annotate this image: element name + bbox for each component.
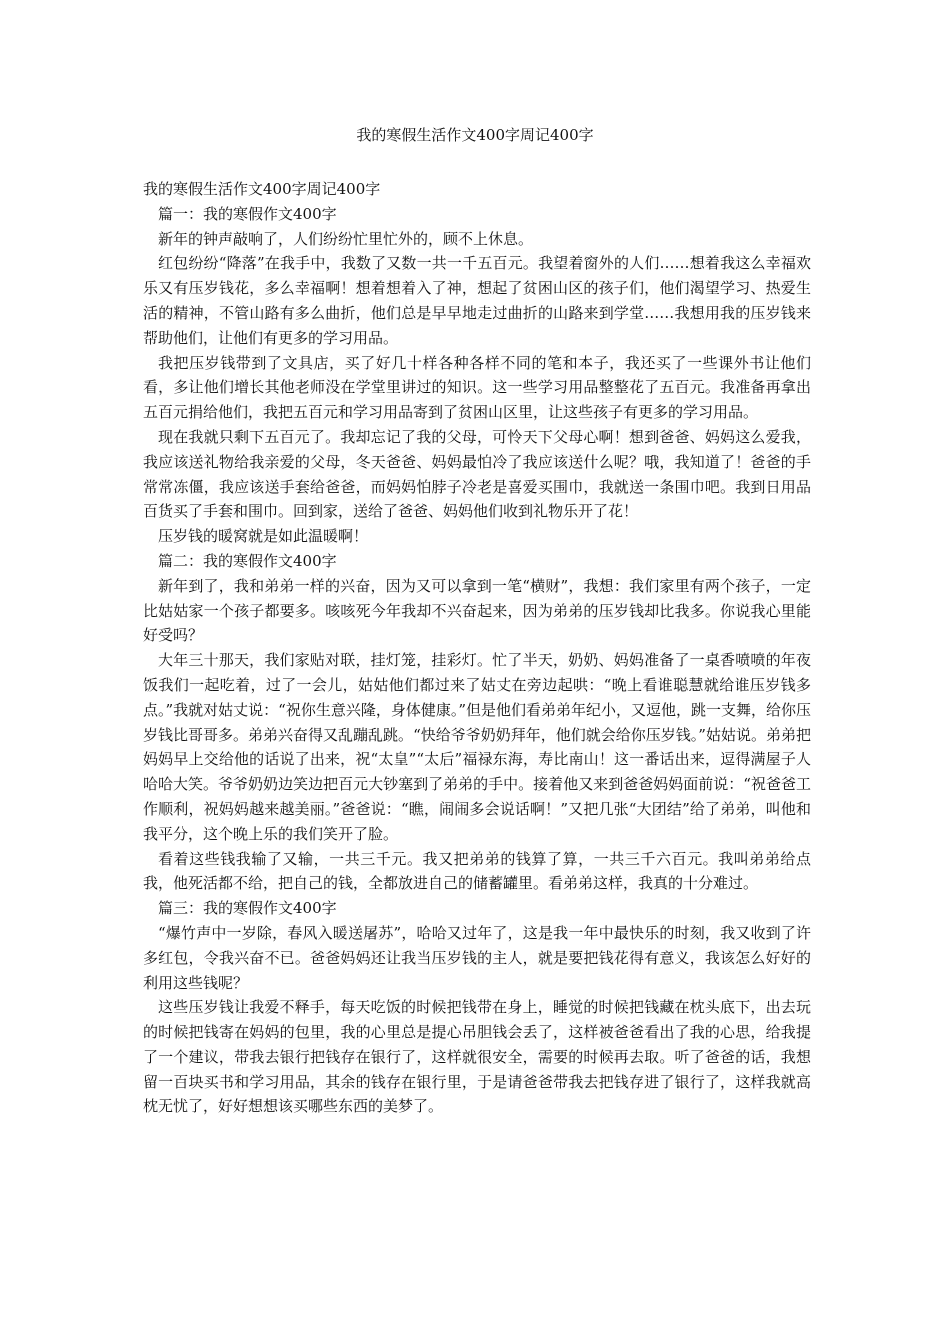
- paragraph: 新年到了，我和弟弟一样的兴奋，因为又可以拿到一笔“横财”，我想：我们家里有两个孩子，一定比姑姑家一个孩子都要多。咳咳死今年我却不兴奋起来，因为弟弟的压岁钱却比我多。你说我心里能好受吗？: [143, 576, 811, 645]
- document-body: [143, 177, 811, 1119]
- paragraph: 现在我就只剩下五百元了。我却忘记了我的父母，可怜天下父母心啊！想到爸爸、妈妈这么爱我，我应该送礼物给我亲爱的父母，冬天爸爸、妈妈最怕冷了我应该送什么呢？哦，我知道了！爸爸的手常常冻僵，我应该送手套给爸爸，而妈妈怕脖子冷老是喜爱买围巾，我就送一条围巾吧。我到日用品百货买了手套和围巾。回到家，送给了爸爸、妈妈他们收到礼物乐开了花！: [143, 427, 811, 521]
- paragraph: 压岁钱的暖窝就是如此温暖啊！: [158, 527, 369, 546]
- section-heading: 篇一：我的寒假作文400字: [158, 204, 337, 223]
- paragraph: 这些压岁钱让我爱不释手，每天吃饭的时候把钱带在身上，睡觉的时候把钱藏在枕头底下，出去玩的时候把钱寄在妈妈的包里，我的心里总是提心吊胆钱会丢了，这样被爸爸看出了我的心思，给我提了一个建议，带我去银行把钱存在银行了，这样就很安全，需要的时候再去取。听了爸爸的话，我想留一百块买书和学习用品，其余的钱存在银行里，于是请爸爸带我去把钱存进了银行了，这样我就高枕无忧了，好好想想该买哪些东西的美梦了。: [143, 998, 811, 1116]
- paragraph: 看着这些钱我输了又输，一共三千元。我又把弟弟的钱算了算，一共三千六百元。我叫弟弟给点我，他死活都不给，把自己的钱，全都放进自己的储蓄罐里。看弟弟这样，我真的十分难过。: [143, 849, 811, 893]
- section-heading: 篇三：我的寒假作文400字: [158, 899, 337, 918]
- paragraph: 大年三十那天，我们家贴对联，挂灯笼，挂彩灯。忙了半天，奶奶、妈妈准备了一桌香喷喷的年夜饭我们一起吃着，过了一会儿，姑姑他们都过来了姑丈在旁边起哄：“晚上看谁聪慧就给谁压岁钱多点。”我就对姑丈说：“祝你生意兴隆，身体健康。”但是他们看弟弟年纪小，又逗他，跳一支舞，给你压岁钱比哥哥多。弟弟兴奋得又乱蹦乱跳。“快给爷爷奶奶拜年，他们就会给你压岁钱。”姑姑说。弟弟把妈妈早上交给他的话说了出来，祝“太皇”“太后”福禄东海，寿比南山！这一番话出来，逗得满屋子人哈哈大笑。爷爷奶奶边笑边把百元大钞塞到了弟弟的手中。接着他又来到爸爸妈妈面前说：“祝爸爸工作顺利，祝妈妈越来越美丽。”爸爸说：“瞧，闹闹多会说话啊！”又把几张“大团结”给了弟弟，叫他和我平分，这个晚上乐的我们笑开了脸。: [143, 651, 812, 843]
- paragraph: “爆竹声中一岁除，春风入暖送屠苏”，哈哈又过年了，这是我一年中最快乐的时刻，我又收到了许多红包，令我兴奋不已。爸爸妈妈还让我当压岁钱的主人，就是要把钱花得有意义，我该怎么好好的利用这些钱呢？: [143, 923, 811, 992]
- paragraph: 新年的钟声敲响了，人们纷纷忙里忙外的，顾不上休息。: [158, 229, 534, 248]
- paragraph: 红包纷纷“降落”在我手中，我数了又数一共一千五百元。我望着窗外的人们……想着我这么幸福欢乐又有压岁钱花，多么幸福啊！想着想着入了神，想起了贫困山区的孩子们，他们渴望学习、热爱生活的精神，不管山路有多么曲折，他们总是早早地走过曲折的山路来到学堂……我想用我的压岁钱来帮助他们，让他们有更多的学习用品。: [143, 254, 811, 347]
- paragraph: 我的寒假生活作文400字周记400字: [143, 180, 381, 198]
- paragraph: 我把压岁钱带到了文具店，买了好几十样各种各样不同的笔和本子，我还买了一些课外书让他们看，多让他们增长其他老师没在学堂里讲过的知识。这一些学习用品整整花了五百元。我准备再拿出五百元捐给他们，我把五百元和学习用品寄到了贫困山区里，让这些孩子有更多的学习用品。: [143, 353, 811, 422]
- section-heading: 篇二：我的寒假作文400字: [158, 551, 337, 570]
- document-title: 我的寒假生活作文400字周记400字: [356, 126, 594, 144]
